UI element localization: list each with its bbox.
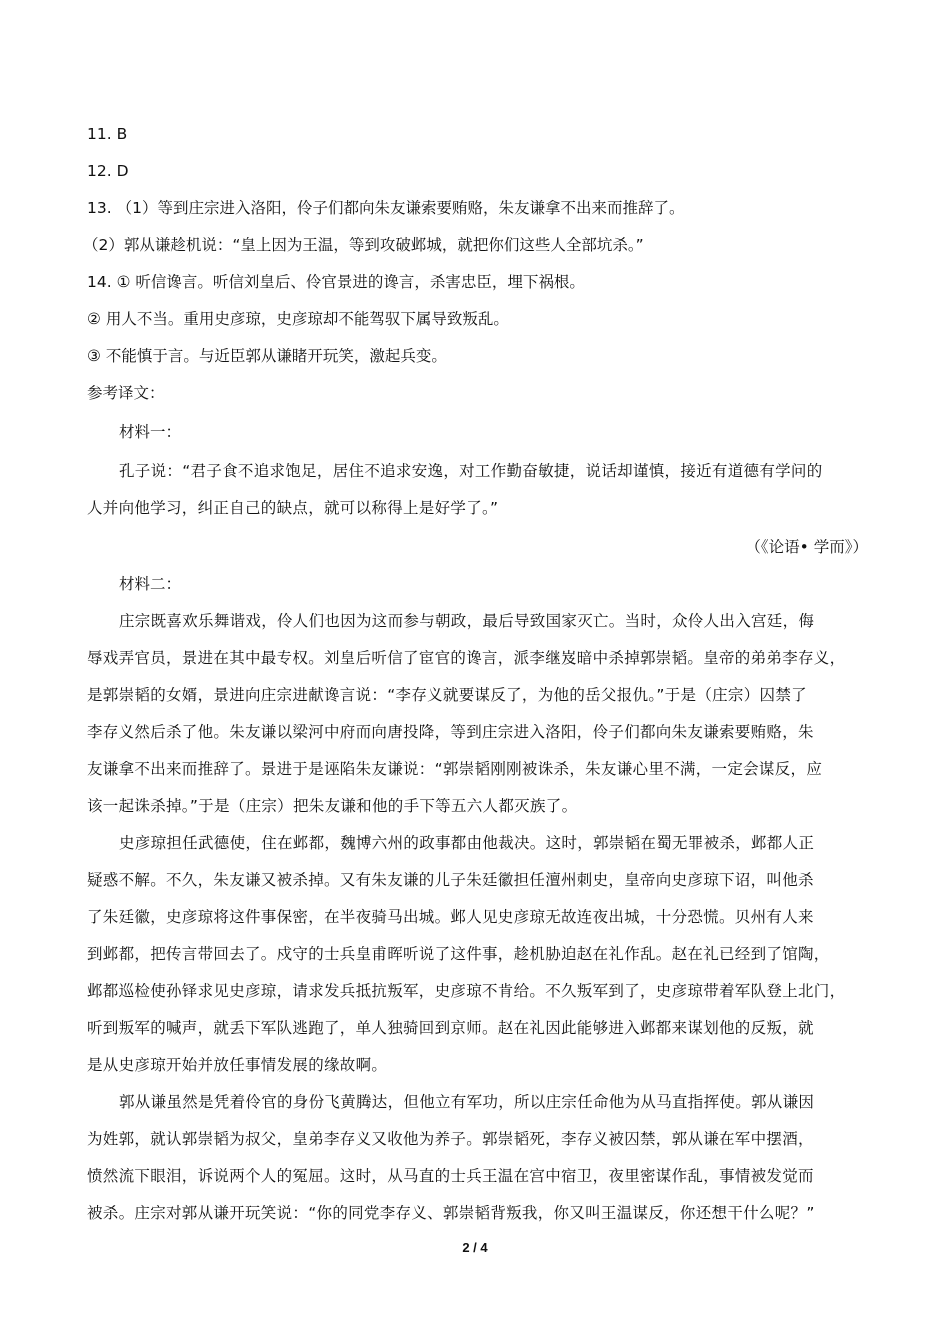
paragraph-line: 愤然流下眼泪，诉说两个人的冤屈。这时，从马直的士兵王温在宫中宿卫，夜里密谋作乱，事情被发觉而 [87,1167,814,1185]
paragraph-line: 友谦拿不出来而推辞了。景进于是诬陷朱友谦说：“郭崇韬刚刚被诛杀，朱友谦心里不满，一定会谋反，应 [87,760,823,778]
paragraph-line: 辱戏弄官员，景进在其中最专权。刘皇后听信了宦官的谗言，派李继岌暗中杀掉郭崇韬。皇帝的弟弟李存义， [87,649,846,667]
paragraph-line: 疑惑不解。不久，朱友谦又被杀掉。又有朱友谦的儿子朱廷徽担任澶州刺史，皇帝向史彦琼下诏，叫他杀 [87,871,814,889]
paragraph-line: 听到叛军的喊声，就丢下军队逃跑了，单人独骑回到京师。赵在礼因此能够进入邺都来谋划他的反叛，就 [87,1019,814,1037]
answer-13-part1: 13. （1）等到庄宗进入洛阳，伶子们都向朱友谦索要贿赂，朱友谦拿不出来而推辞了。 [87,199,685,217]
answer-12: 12. D [87,162,129,180]
paragraph-line: 庄宗既喜欢乐舞谐戏，伶人们也因为这而参与朝政，最后导致国家灭亡。当时，众伶人出入宫廷，侮 [119,612,815,630]
paragraph-line: 被杀。庄宗对郭从谦开玩笑说：“你的同党李存义、郭崇韬背叛我，你又叫王温谋反，你还想干什么呢？” [87,1204,815,1222]
paragraph-line: 了朱廷徽，史彦琼将这件事保密，在半夜骑马出城。邺人见史彦琼无故连夜出城，十分恐慌。贝州有人来 [87,908,814,926]
answer-11: 11. B [87,125,128,143]
paragraph-line: 到邺都，把传言带回去了。戍守的士兵皇甫晖听说了这件事，趁机胁迫赵在礼作乱。赵在礼已经到了馆陶， [87,945,830,963]
answer-14-point2: ② 用人不当。重用史彦琼，史彦琼却不能驾驭下属导致叛乱。 [87,310,509,328]
paragraph-line: 是郭崇韬的女婿，景进向庄宗进献谗言说：“李存义就要谋反了，为他的岳父报仇。”于是（庄宗）囚禁了 [87,686,807,704]
paragraph-line: 该一起诛杀掉。”于是（庄宗）把朱友谦和他的手下等五六人都灭族了。 [87,797,578,815]
paragraph-line: 是从史彦琼开始并放任事情发展的缘故啊。 [87,1056,388,1074]
answer-13-part2: （2）郭从谦趁机说：“皇上因为王温，等到攻破邺城，就把你们这些人全部坑杀。” [83,236,644,254]
answer-14-point3: ③ 不能慎于言。与近臣郭从谦睹开玩笑，激起兵变。 [87,347,447,365]
answer-14-point1: 14. ① 听信谗言。听信刘皇后、伶官景进的谗言，杀害忠臣，埋下祸根。 [87,273,585,291]
paragraph-line: 郭从谦虽然是凭着伶官的身份飞黄腾达，但他立有军功，所以庄宗任命他为从马直指挥使。郭从谦因 [119,1093,815,1111]
paragraph-line: 为姓郭，就认郭崇韬为叔父，皇弟李存义又收他为养子。郭崇韬死，李存义被囚禁，郭从谦在军中摆酒， [87,1130,814,1148]
material2-label: 材料二： [119,575,182,593]
page-number: 2 / 4 [462,1240,488,1255]
paragraph-line: 李存义然后杀了他。朱友谦以梁河中府而向唐投降，等到庄宗进入洛阳，伶子们都向朱友谦索要贿赂，朱 [87,723,814,741]
material1-line: 孔子说：“君子食不追求饱足，居住不追求安逸，对工作勤奋敏捷，说话却谨慎，接近有道德有学问的 [119,462,823,480]
material1-line: 人并向他学习，纠正自己的缺点，就可以称得上是好学了。” [87,499,499,517]
paragraph-line: 史彦琼担任武德使，住在邺都，魏博六州的政事都由他裁决。这时，郭崇韬在蜀无罪被杀，邺都人正 [119,834,815,852]
material1-source: （《论语• 学而》） [745,538,868,556]
material1-label: 材料一： [119,423,182,441]
paragraph-line: 邺都巡检使孙铎求见史彦琼，请求发兵抵抗叛军，史彦琼不肯给。不久叛军到了，史彦琼带着军队登上北门， [87,982,846,1000]
translation-heading: 参考译文： [87,384,165,402]
